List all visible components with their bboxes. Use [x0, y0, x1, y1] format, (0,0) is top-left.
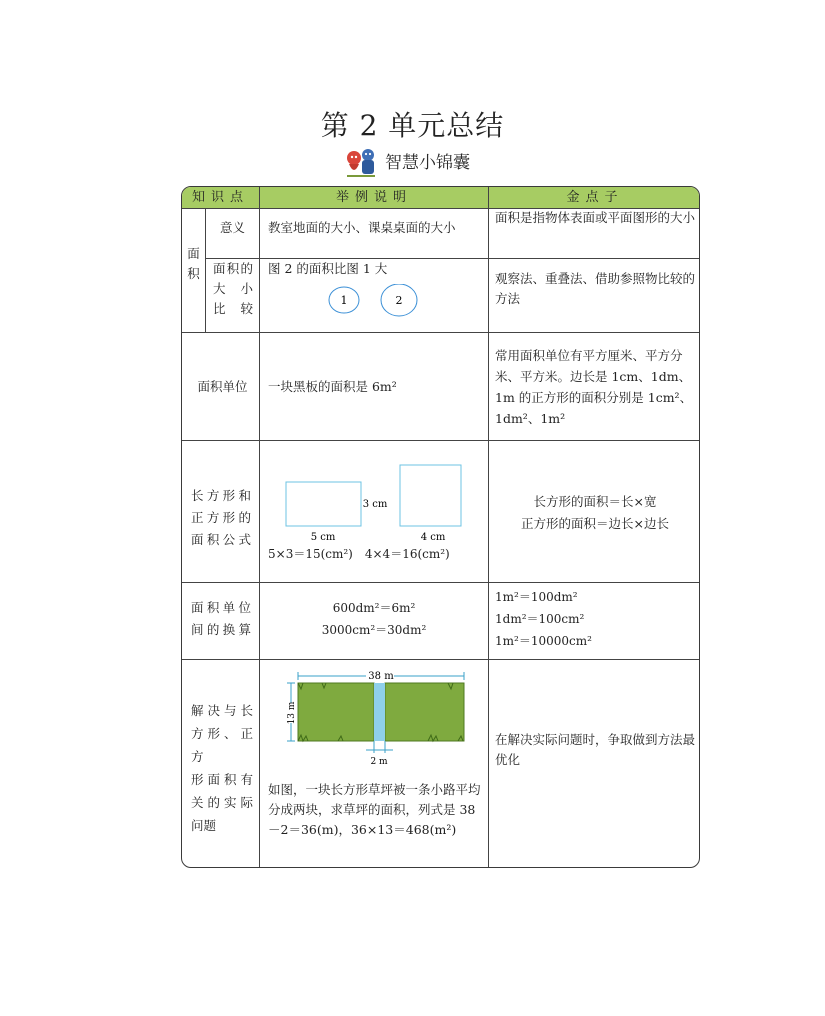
subtitle-text: 智慧小锦囊 [385, 152, 470, 173]
divider [182, 440, 700, 441]
page-title: 第 2 单元总结 [320, 109, 505, 142]
total-length-label: 38 m [368, 671, 394, 682]
path-strip [374, 683, 385, 741]
row-meaning-example: 教室地面的大小、课桌桌面的大小 [268, 220, 456, 235]
row-compare-example: 图 2 的面积比图 1 大 [268, 261, 388, 276]
row-conversion-label: 面积单位 间的换算 [191, 600, 251, 637]
header-tips: 金点子 [489, 187, 700, 208]
divider [182, 582, 700, 583]
summary-table [181, 186, 700, 868]
lawn-figure [278, 667, 478, 769]
lawn-right [385, 683, 464, 741]
compare-circles-figure [327, 284, 427, 320]
divider [259, 187, 260, 868]
lawn-left [298, 683, 374, 741]
circle-1-label: 1 [340, 294, 348, 307]
row-conversion-tip: 1m²＝100dm² 1dm²＝100cm² 1m²＝10000cm² [495, 590, 592, 648]
subtitle [343, 142, 470, 178]
row-compare-label: 面积的 大 小 比 较 [213, 261, 253, 316]
height-label: 13 m [287, 701, 297, 725]
rect-height-label: 3 cm [362, 499, 388, 510]
header-knowledge-point: 知识点 [182, 187, 259, 208]
row-unit-example: 一块黑板的面积是 6m² [268, 379, 397, 394]
rect-square-figure [278, 459, 478, 545]
mascot-icon [343, 142, 379, 178]
square-shape [400, 465, 461, 526]
rectangle-shape [286, 482, 361, 526]
rect-width-label: 5 cm [310, 532, 336, 543]
row-application-label: 解决与长 方形、正方 形面积有 关的实际 问题 [191, 703, 253, 833]
header-example: 举例说明 [260, 187, 488, 208]
divider [182, 332, 700, 333]
row-formula-label: 长方形和 正方形的 面积公式 [191, 488, 251, 547]
divider [488, 187, 489, 868]
path-width-label: 2 m [370, 757, 388, 767]
row-unit-label: 面积单位 [197, 379, 248, 394]
area-group-label: 面 积 [187, 246, 200, 281]
divider [182, 659, 700, 660]
row-compare-tip: 观察法、重叠法、借助参照物比较的方法 [495, 271, 696, 306]
row-conversion-example: 600dm²＝6m² 3000cm²＝30dm² [321, 601, 427, 637]
row-meaning-tip: 面积是指物体表面或平面图形的大小 [495, 210, 696, 225]
row-formula-calc: 5×3＝15(cm²) 4×4＝16(cm²) [268, 547, 450, 561]
row-unit-tip: 常用面积单位有平方厘米、平方分米、平方米。边长是 1cm、1dm、1m 的正方形的面积分别是 1cm²、1dm²、1m² [495, 348, 693, 426]
row-meaning-label: 意义 [219, 220, 245, 235]
circle-2-label: 2 [395, 294, 403, 307]
square-side-label: 4 cm [420, 532, 446, 543]
row-application-example: 如图，一块长方形草坪被一条小路平均分成两块，求草坪的面积，列式是 38－2＝36(m)，36×13＝468(m²) [268, 782, 481, 837]
row-formula-tip: 长方形的面积＝长×宽 正方形的面积＝边长×边长 [521, 494, 669, 531]
row-application-tip: 在解决实际问题时，争取做到方法最优化 [495, 732, 696, 767]
